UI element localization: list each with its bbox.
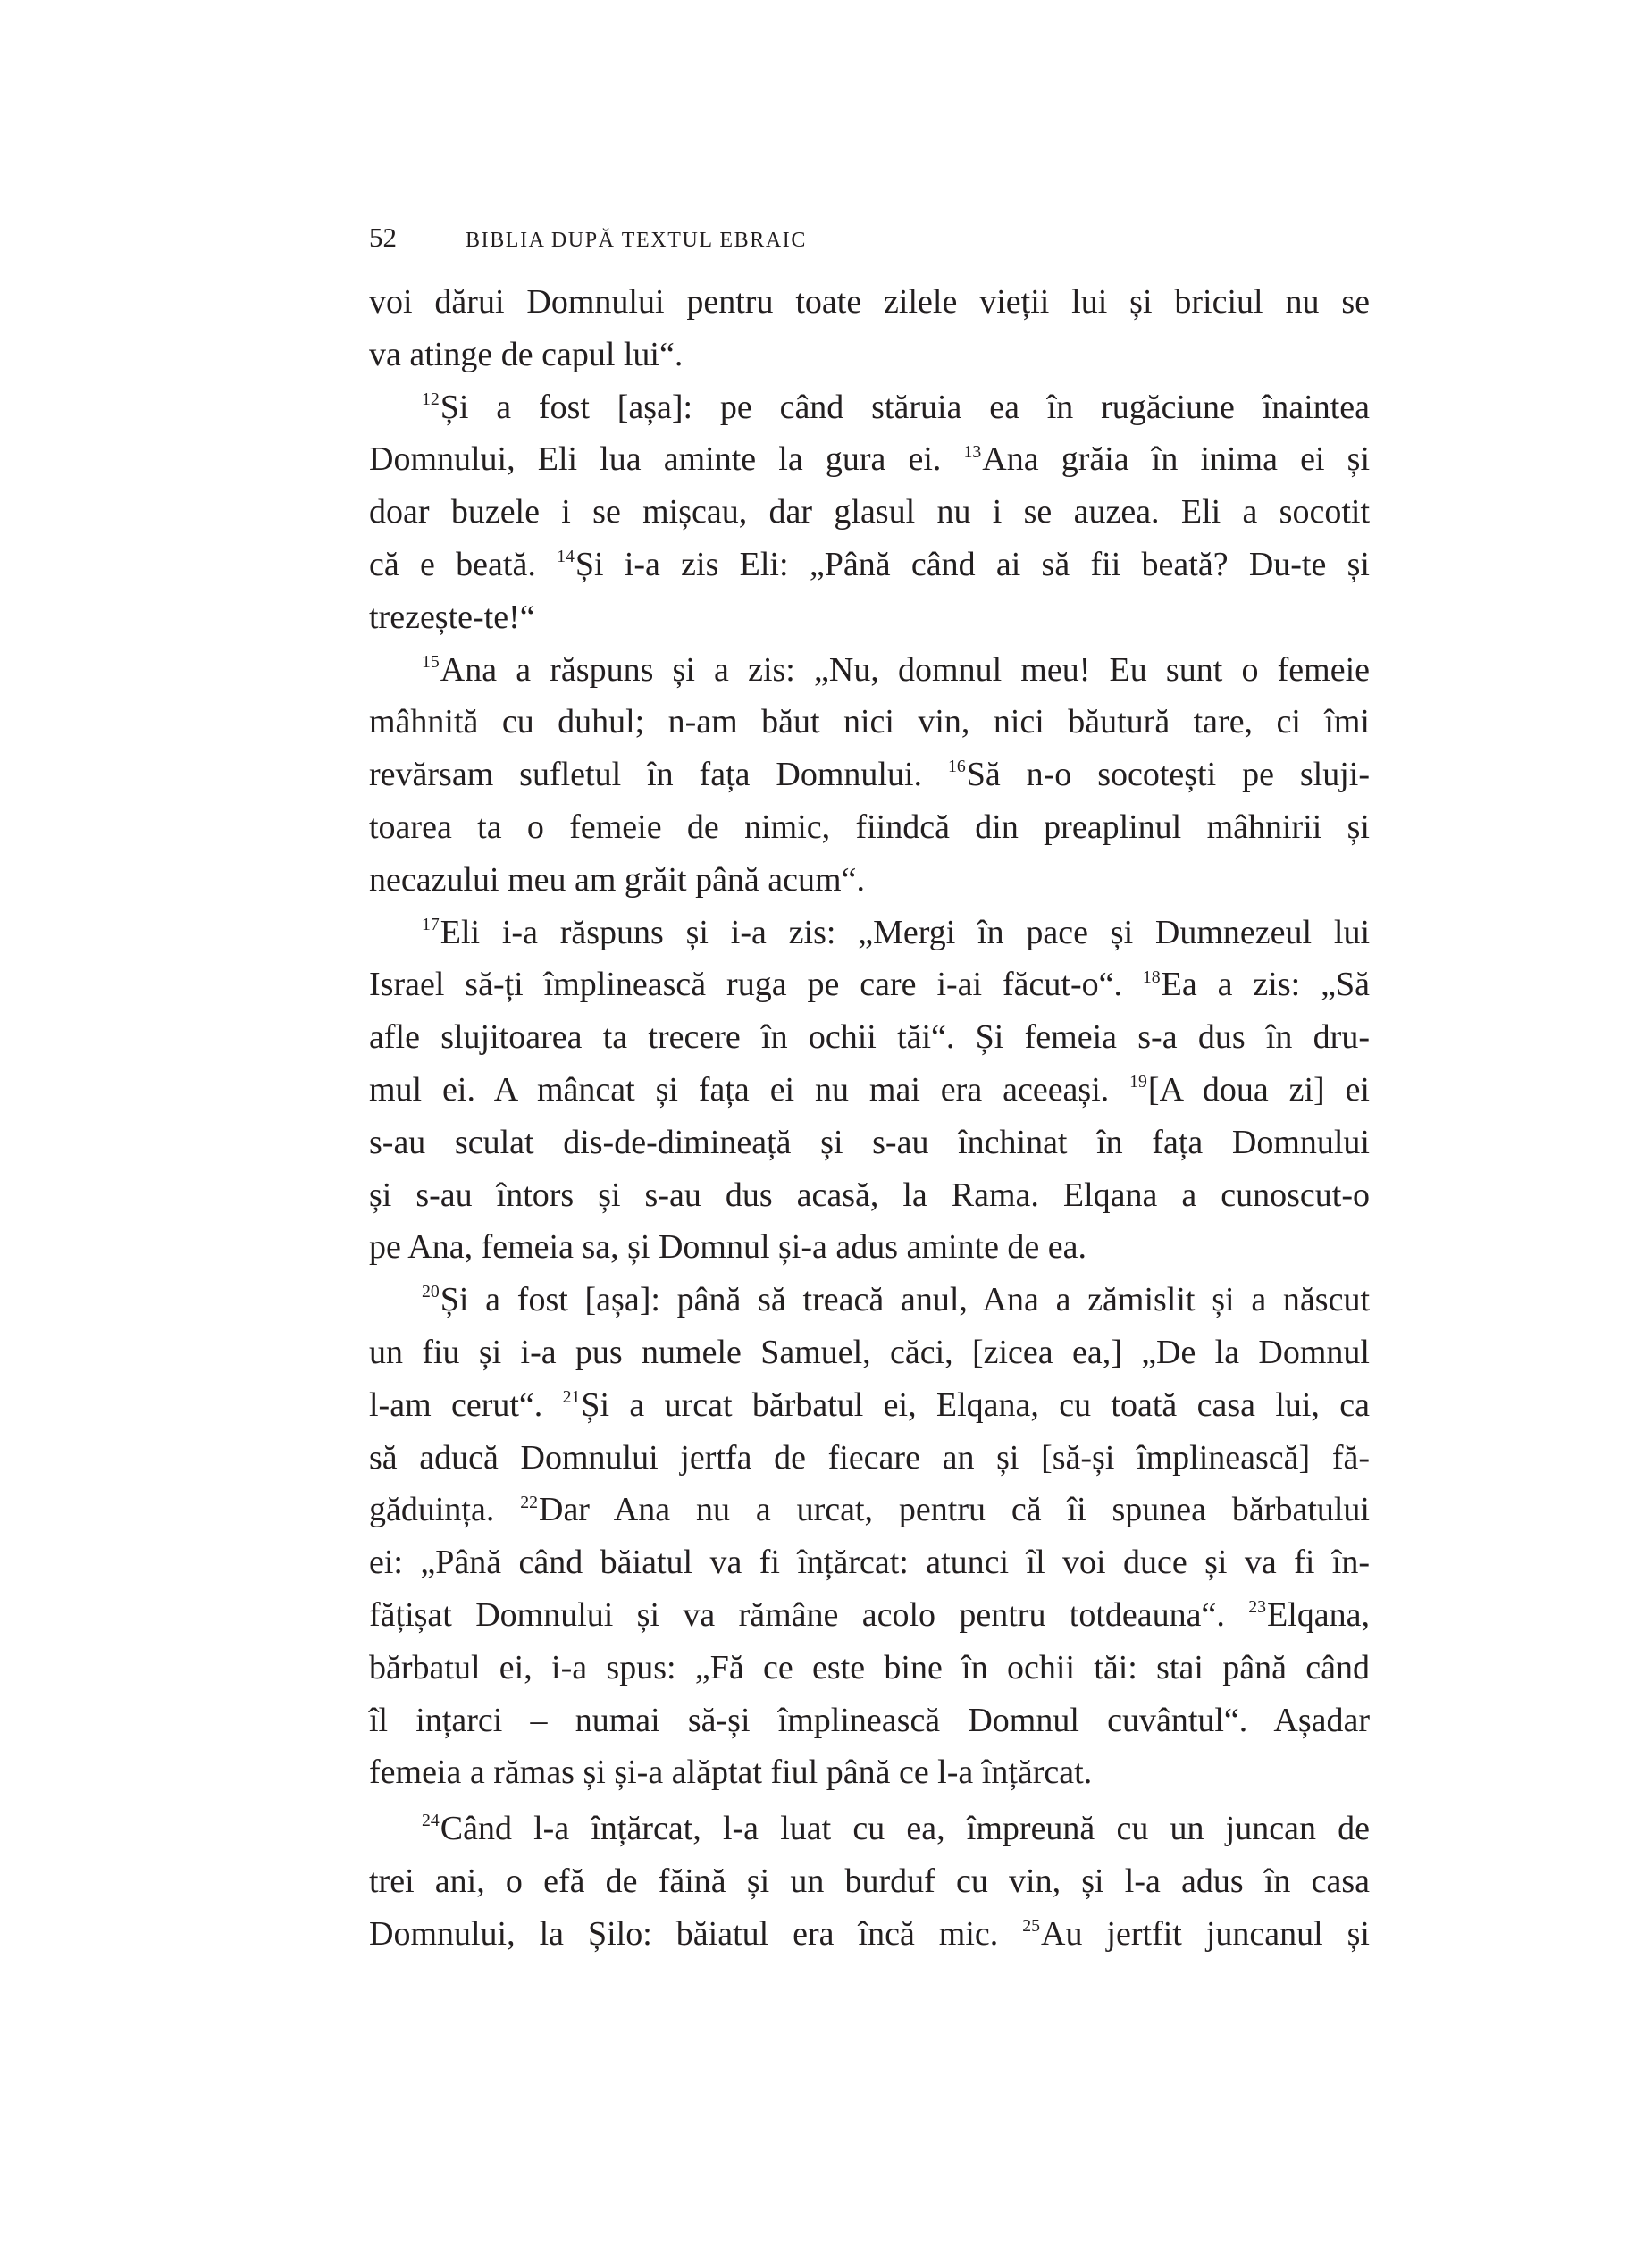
verse-number: 18 <box>1142 967 1161 987</box>
text-line: pe Ana, femeia sa, și Domnul și-a adus aminte de ea. <box>369 1228 1087 1267</box>
running-title: BIBLIA DUPĂ TEXTUL EBRAIC <box>466 229 807 252</box>
paragraph <box>369 1803 1370 1960</box>
text-line: că e beată. $^{14}$Și i-a zis Eli: „Până când ai să fii beată? Du-te și <box>369 545 1370 583</box>
text-line: l-am cerut“. $^{21}$Și a urcat bărbatul ei, Elqana, cu toată casa lui, ca <box>369 1385 1370 1424</box>
running-head <box>369 220 807 255</box>
verse-number: 20 <box>422 1282 440 1302</box>
verse-number: 19 <box>1129 1072 1147 1092</box>
text-line: va atinge de capul lui“. <box>369 335 684 373</box>
verse-number: 23 <box>1248 1597 1266 1618</box>
text-line: să aducă Domnului jertfa de fiecare an și [să-și împlinească] fă- <box>369 1438 1370 1477</box>
text-line: $^{15}$Ana a răspuns și a zis: „Nu, domnul meu! Eu sunt o femeie <box>422 650 1370 689</box>
text-line: un fiu și i-a pus numele Samuel, căci, [zicea ea,] „De la Domnul <box>369 1333 1370 1371</box>
text-line: doar buzele i se mișcau, dar glasul nu i se auzea. Eli a socotit <box>369 493 1370 531</box>
verse-number: 17 <box>422 914 440 934</box>
text-line: $^{20}$Și a fost [așa]: până să treacă anul, Ana a zămislit și a născut <box>422 1281 1370 1319</box>
text-line: Domnului, la Șilo: băiatul era încă mic. $^{25}$Au jertfit juncanul și <box>369 1914 1370 1953</box>
text-line: găduința. $^{22}$Dar Ana nu a urcat, pentru că îi spunea bărbatului <box>369 1491 1370 1529</box>
text-line: $^{17}$Eli i-a răspuns și i-a zis: „Mergi în pace și Dumnezeul lui <box>422 913 1370 951</box>
text-line: bărbatul ei, i-a spus: „Fă ce este bine în ochii tăi: stai până când <box>369 1648 1370 1686</box>
text-line: îl ințarci – numai să-și împlinească Domnul cuvântul“. Așadar <box>369 1701 1370 1739</box>
paragraph <box>369 276 1370 381</box>
verse-number: 15 <box>422 651 440 672</box>
text-line: femeia a rămas și și-a alăptat fiul până ce l-a înțărcat. <box>369 1753 1093 1792</box>
text-line: $^{12}$Și a fost [așa]: pe când stăruia ea în rugăciune înaintea <box>422 388 1370 426</box>
text-line: $^{24}$Când l-a înțărcat, l-a luat cu ea, împreună cu un juncan de <box>422 1810 1370 1848</box>
text-line: afle slujitoarea ta trecere în ochii tăi“. Și femeia s-a dus în dru- <box>369 1018 1370 1057</box>
verse-number: 14 <box>557 547 575 567</box>
text-line: toarea ta o femeie de nimic, fiindcă din preaplinul mâhnirii și <box>369 808 1370 846</box>
verse-number: 21 <box>562 1386 581 1407</box>
body-text <box>369 276 1370 1961</box>
paragraph <box>369 1274 1370 1799</box>
text-line: revărsam sufletul în fața Domnului. $^{16}$Să n-o socotești pe sluji- <box>369 756 1370 794</box>
text-line: Domnului, Eli lua aminte la gura ei. $^{13}$Ana grăia în inima ei și <box>369 440 1371 479</box>
text-line: s-au sculat dis-de-dimineață și s-au închinat în fața Domnului <box>369 1123 1370 1161</box>
text-line: fățișat Domnului și va rămâne acolo pentru totdeauna“. $^{23}$Elqana, <box>369 1595 1370 1634</box>
text-line: voi dărui Domnului pentru toate zilele vieții lui și briciul nu se <box>369 283 1370 321</box>
verse-number: 24 <box>422 1811 440 1831</box>
paragraph <box>369 381 1370 644</box>
text-line: trei ani, o efă de făină și un burduf cu vin, și l-a adus în casa <box>369 1862 1370 1900</box>
verse-number: 22 <box>520 1492 538 1512</box>
verse-number: 25 <box>1022 1915 1041 1936</box>
verse-number: 16 <box>947 757 966 777</box>
paragraph <box>369 644 1370 907</box>
text-line: mâhnită cu duhul; n-am băut nici vin, nici băutură tare, ci îmi <box>369 703 1370 741</box>
text-line: ei: „Până când băiatul va fi înțărcat: atunci îl voi duce și va fi în- <box>369 1544 1370 1582</box>
text-line: Israel să-ți împlinească ruga pe care i-ai făcut-o“. $^{18}$Ea a zis: „Să <box>369 966 1370 1004</box>
text-line: necazului meu am grăit până acum“. <box>369 860 865 899</box>
paragraph <box>369 907 1370 1275</box>
text-line: trezește-te!“ <box>369 598 535 636</box>
verse-number: 12 <box>422 389 440 409</box>
verse-number: 13 <box>963 441 982 462</box>
text-line: mul ei. A mâncat și fața ei nu mai era aceeași. $^{19}$[A doua zi] ei <box>369 1070 1370 1109</box>
text-line: și s-au întors și s-au dus acasă, la Rama. Elqana a cunoscut-o <box>369 1176 1370 1214</box>
page-number: 52 <box>369 222 397 253</box>
